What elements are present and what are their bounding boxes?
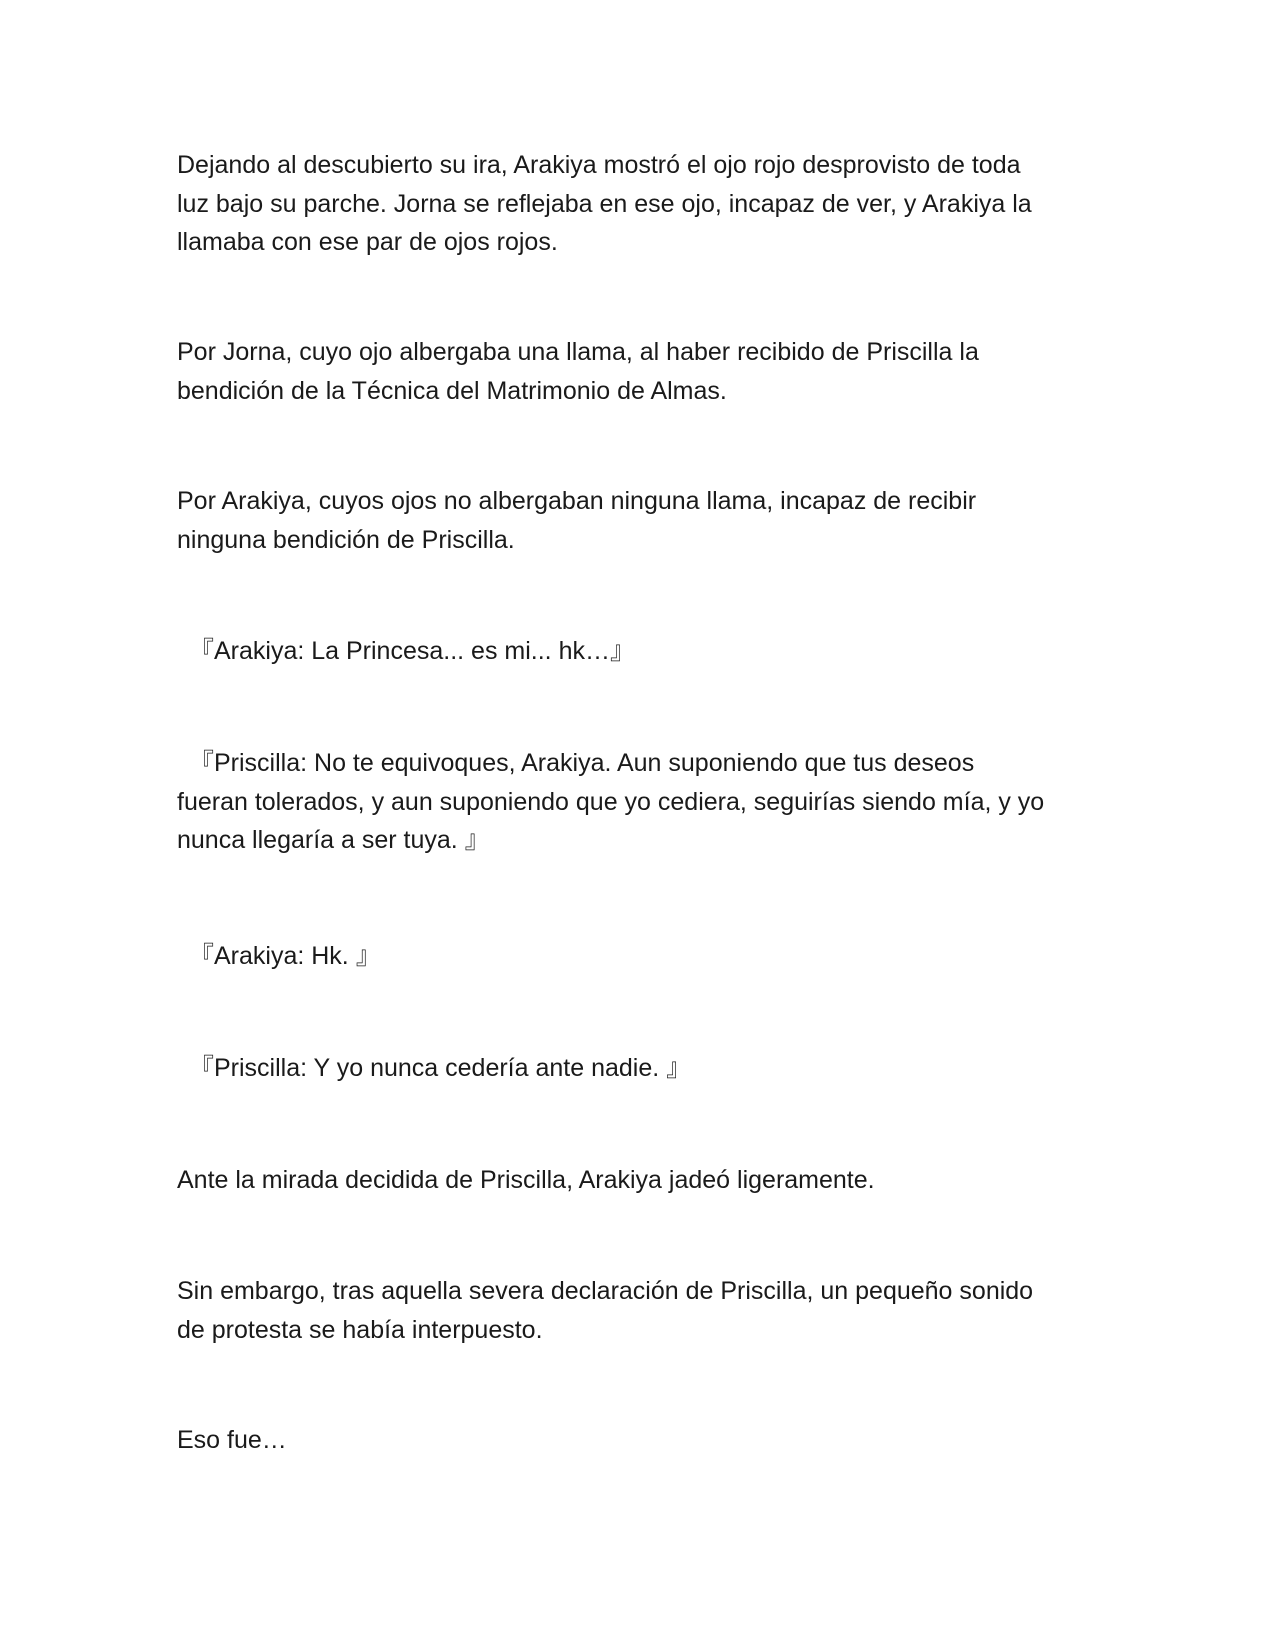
paragraph-1	[177, 146, 1117, 262]
dialogue-line: 『Priscilla: No te equivoques, Arakiya. Aun suponiendo que tus deseos	[189, 749, 975, 777]
paragraph-9	[177, 1272, 1117, 1349]
paragraph-line: Eso fue…	[177, 1426, 287, 1454]
paragraph-line: Dejando al descubierto su ira, Arakiya mostró el ojo rojo desprovisto de toda	[177, 151, 1021, 179]
dialogue-line: 『Arakiya: Hk. 』	[189, 942, 381, 970]
paragraph-line: ninguna bendición de Priscilla.	[177, 525, 515, 554]
paragraph-line: Ante la mirada decidida de Priscilla, Arakiya jadeó ligeramente.	[177, 1166, 875, 1194]
dialogue-priscilla-1	[177, 744, 1117, 860]
paragraph-line: llamaba con ese par de ojos rojos.	[177, 228, 558, 256]
paragraph-line: Sin embargo, tras aquella severa declaración de Priscilla, un pequeño sonido	[177, 1277, 1034, 1305]
paragraph-8	[177, 1161, 1117, 1200]
dialogue-line: 『Arakiya: La Princesa... es mi... hk…』	[189, 637, 635, 665]
dialogue-priscilla-2	[177, 1049, 1129, 1088]
paragraph-line: luz bajo su parche. Jorna se reflejaba en ese ojo, incapaz de ver, y Arakiya la	[177, 189, 1032, 218]
paragraph-line: de protesta se había interpuesto.	[177, 1315, 543, 1344]
paragraph-3	[177, 482, 1117, 559]
dialogue-arakiya-1	[177, 632, 1129, 671]
paragraph-10	[177, 1421, 1117, 1460]
paragraph-line: Por Arakiya, cuyos ojos no albergaban ninguna llama, incapaz de recibir	[177, 487, 977, 515]
dialogue-line: 『Priscilla: Y yo nunca cedería ante nadie. 』	[189, 1054, 692, 1082]
paragraph-2	[177, 333, 1117, 410]
dialogue-line: nunca llegaría a ser tuya. 』	[177, 826, 490, 854]
paragraph-line: Por Jorna, cuyo ojo albergaba una llama, al haber recibido de Priscilla la	[177, 338, 979, 366]
dialogue-line: fueran tolerados, y aun suponiendo que yo cediera, seguirías siendo mía, y yo	[177, 787, 1045, 816]
dialogue-arakiya-2	[177, 937, 1129, 976]
paragraph-line: bendición de la Técnica del Matrimonio de Almas.	[177, 376, 727, 405]
